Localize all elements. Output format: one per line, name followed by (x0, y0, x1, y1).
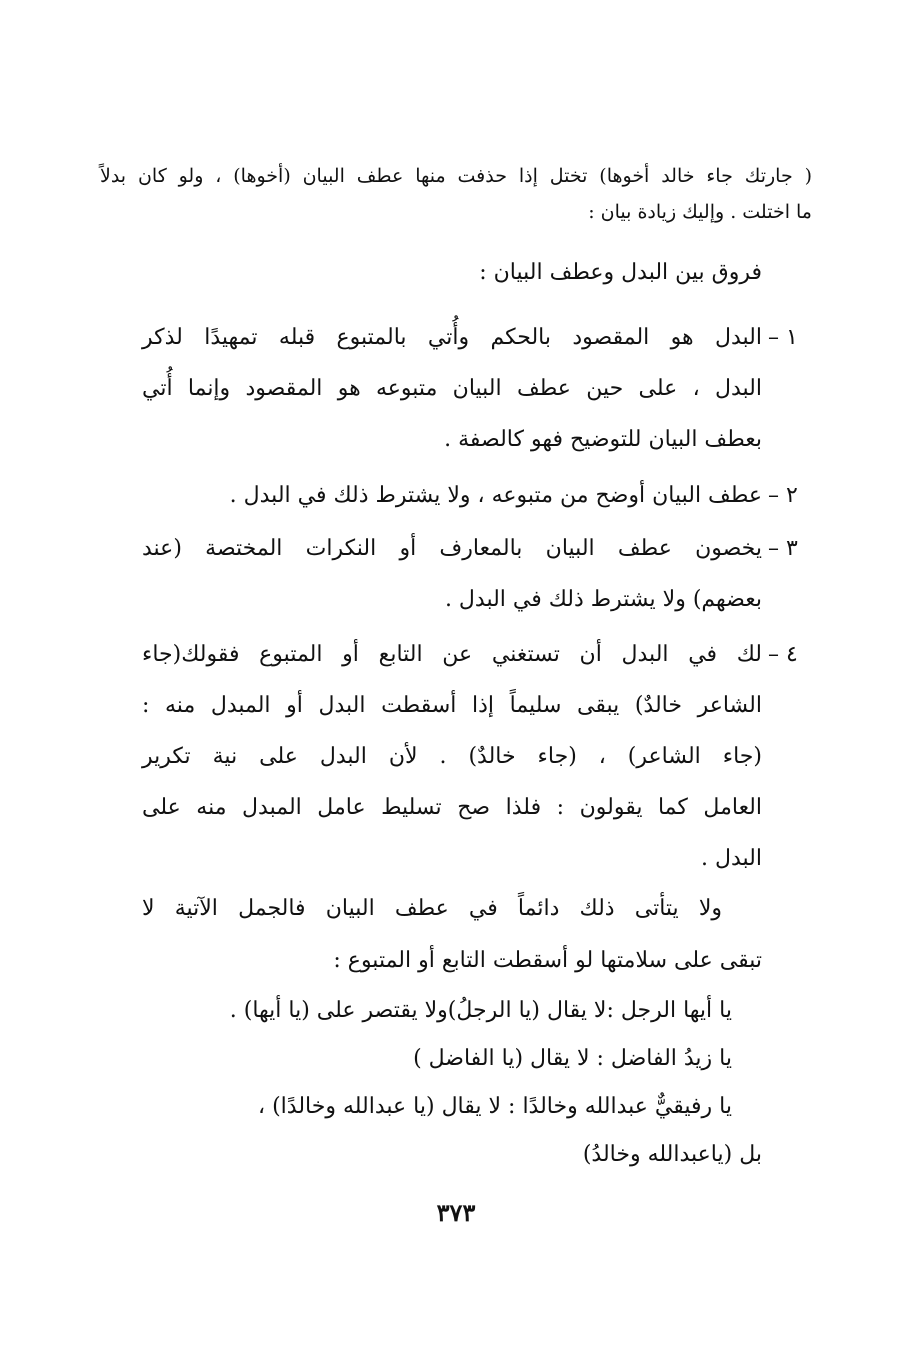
item-number: ٢ – (768, 483, 798, 508)
list-item (142, 523, 798, 625)
item-line: عطف البيان أوضح من متبوعه ، ولا يشترط ذلك في البدل . (229, 483, 762, 508)
list-item (142, 470, 798, 521)
page-number: ٣٧٣ (436, 1198, 476, 1227)
item-line: (جاء الشاعر) ، (جاء خالدٌ) . لأن البدل على نية تكرير (142, 744, 762, 769)
example-line: يا أيها الرجل :لا يقال (يا الرجلُ)ولا يقتصر على (يا أيها) . (229, 998, 732, 1023)
item-line: الشاعر خالدٌ) يبقى سليماً إذا أسقطت البدل أو المبدل منه : (142, 693, 762, 718)
examples-list (142, 987, 762, 1179)
item-number: ٣ – (768, 536, 798, 561)
example-line: يا رفيقيٌّ عبدالله وخالدًا : لا يقال (يا عبدالله وخالدًا) ، (258, 1094, 732, 1119)
item-line: بعطف البيان للتوضيح فهو كالصفة . (444, 427, 762, 452)
item-line: البدل هو المقصود بالحكم وأُتي بالمتبوع قبله تمهيدًا لذكر (142, 325, 762, 350)
item-line: لك في البدل أن تستغني عن التابع أو المتبوع فقولك(جاء (142, 642, 762, 667)
item-line: العامل كما يقولون : فلذا صح تسليط عامل المبدل منه على (142, 795, 762, 820)
intro-text (100, 158, 812, 230)
paragraph-line: تبقى على سلامتها لو أسقطت التابع أو المتبوع : (333, 948, 762, 973)
list-item (142, 312, 798, 465)
example-line: يا زيدُ الفاضل : لا يقال (يا الفاضل ) (413, 1046, 732, 1071)
item-line: يخصون عطف البيان بالمعارف أو النكرات المختصة (عند (142, 536, 762, 561)
example-line: بل (ياعبدالله وخالدُ) (582, 1142, 762, 1167)
paragraph-line: ولا يتأتى ذلك دائماً في عطف البيان فالجمل الآتية لا (142, 896, 722, 921)
intro-line: ( جارتك جاء خالد أخوها) تختل إذا حذفت منها عطف البيان (أخوها) ، ولو كان بدلاً (100, 165, 812, 187)
body-paragraph (142, 883, 762, 987)
item-line: البدل ، على حين عطف البيان متبوعه هو المقصود وإنما أُتي (142, 376, 762, 401)
list-item (142, 629, 798, 884)
item-line: بعضهم) ولا يشترط ذلك في البدل . (444, 587, 762, 612)
intro-line: ما اختلت . وإليك زيادة بيان : (588, 201, 812, 223)
item-number: ١ – (768, 325, 798, 350)
item-line: البدل . (701, 846, 762, 871)
section-heading: فروق بين البدل وعطف البيان : (479, 260, 762, 285)
item-number: ٤ – (768, 642, 798, 667)
